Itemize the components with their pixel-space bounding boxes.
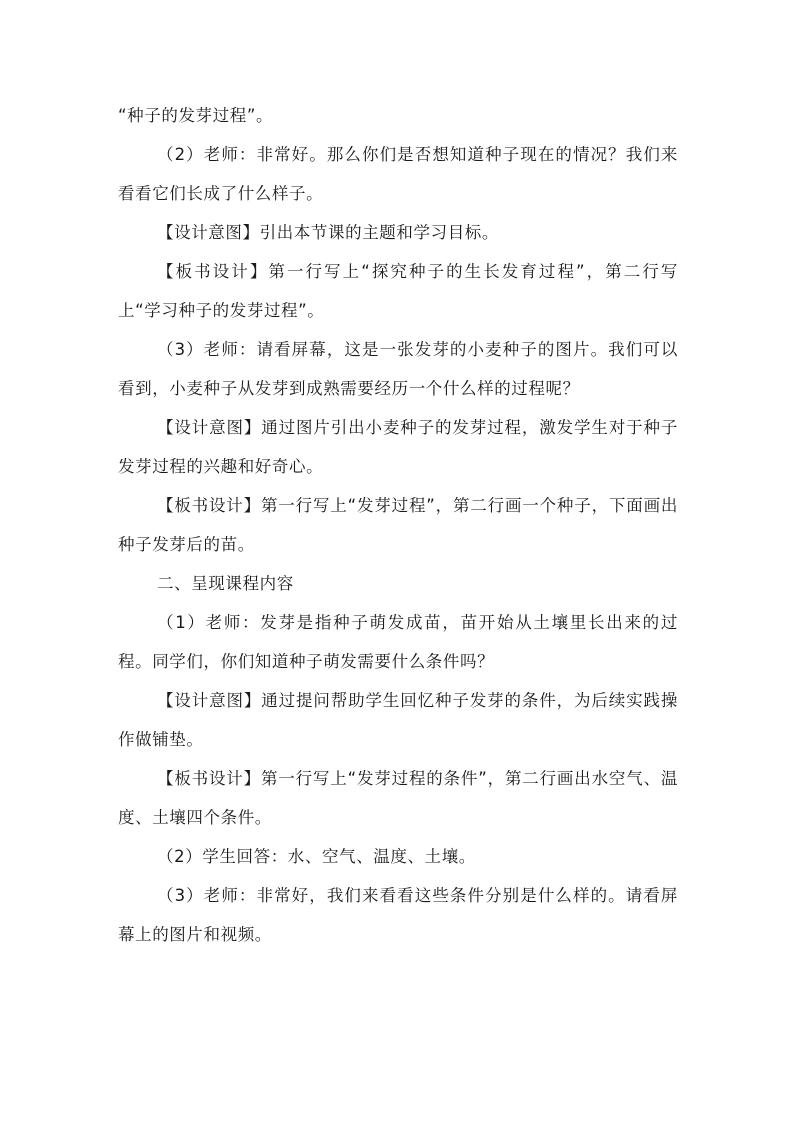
paragraph-1: “种子的发芽过程”。	[118, 106, 274, 125]
paragraph-9: （1）老师：发芽是指种子萌发成苗，苗开始从土壤里长出来的过程。同学们，你们知道种子萌发需要什么条件吗？	[118, 613, 678, 671]
paragraph-4: 【板书设计】第一行写上“探究种子的生长发育过程”，第二行写上“学习种子的发芽过程”。	[118, 262, 678, 320]
paragraph-11: 【板书设计】第一行写上“发芽过程的条件”，第二行画出水空气、温度、土壤四个条件。	[118, 769, 678, 827]
paragraph-2: （2）老师：非常好。那么你们是否想知道种子现在的情况？我们来看看它们长成了什么样子。	[118, 145, 678, 203]
paragraph-6: 【设计意图】通过图片引出小麦种子的发芽过程，激发学生对于种子发芽过程的兴趣和好奇心。	[118, 418, 678, 476]
section-heading: 二、呈现课程内容	[157, 574, 294, 593]
paragraph-13: （3）老师：非常好，我们来看看这些条件分别是什么样的。请看屏幕上的图片和视频。	[118, 886, 678, 944]
paragraph-3: 【设计意图】引出本节课的主题和学习目标。	[157, 223, 499, 242]
paragraph-7: 【板书设计】第一行写上“发芽过程”，第二行画一个种子，下面画出种子发芽后的苗。	[118, 496, 678, 554]
paragraph-12: （2）学生回答：水、空气、温度、土壤。	[157, 847, 476, 866]
document-body	[118, 96, 678, 954]
paragraph-5: （3）老师：请看屏幕，这是一张发芽的小麦种子的图片。我们可以看到，小麦种子从发芽到成熟需要经历一个什么样的过程呢？	[118, 340, 678, 398]
paragraph-10: 【设计意图】通过提问帮助学生回忆种子发芽的条件，为后续实践操作做铺垫。	[118, 691, 678, 749]
